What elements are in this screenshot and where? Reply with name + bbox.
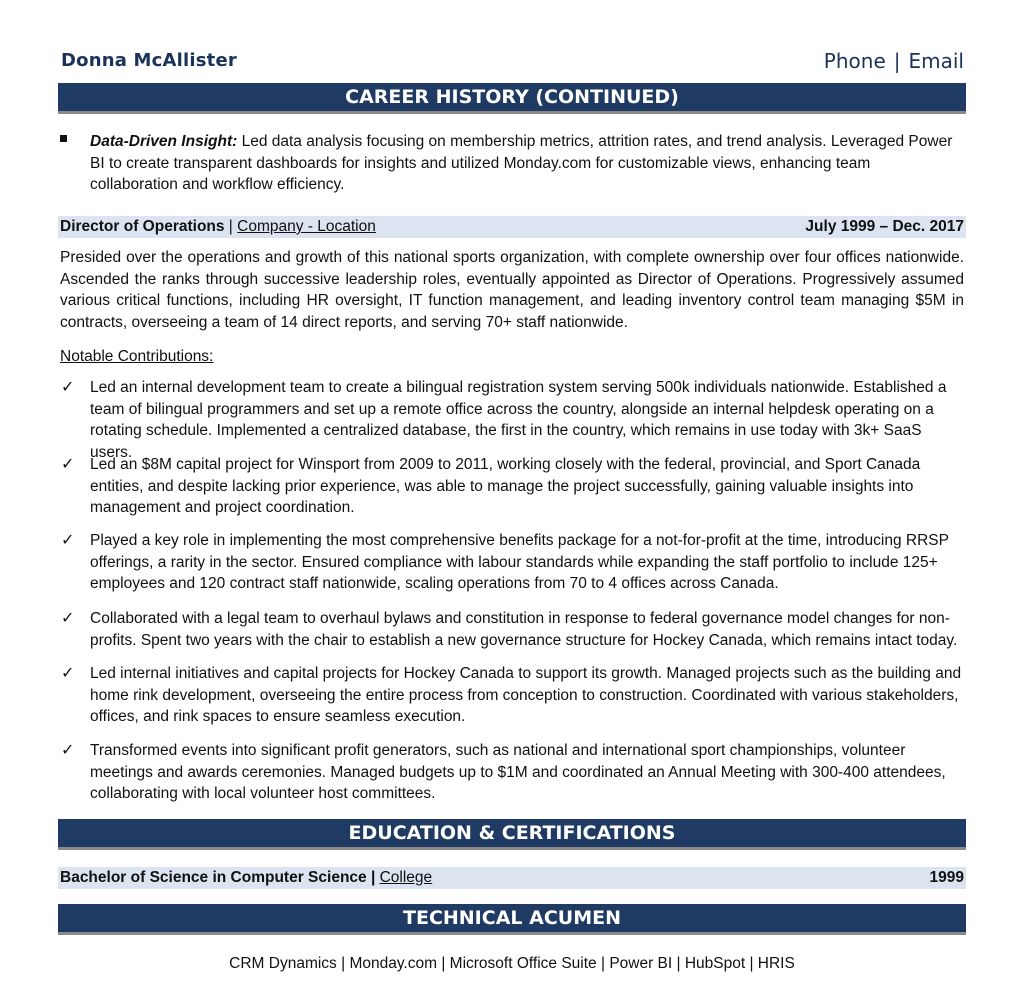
data-driven-insight-bullet xyxy=(90,131,962,196)
check-icon: ✓ xyxy=(61,456,75,473)
contribution-item: Led internal initiatives and capital projects for Hockey Canada to support its growth. Managed projects such as the building and home rink development, overseeing the entire process from conception to construction. Coordinated with various stakeholders, offices, and rink spaces to ensure seamless execution. xyxy=(90,665,962,725)
role-summary: Presided over the operations and growth of this national sports organization, with complete ownership over four offices nationwide. Ascended the ranks through successive leadership roles, eventually appointed as Director of Operations. Progressively assumed various critical functions, including HR oversight, IT function management, and leading inventory control team managing $5M in contracts, overseeing a team of 14 direct reports, and serving 70+ staff nationwide. xyxy=(60,249,964,331)
contribution-item: Collaborated with a legal team to overhaul bylaws and constitution in response to federal governance model changes for non-profits. Spent two years with the chair to establish a new governance structure for Hockey Canada, which remains intact today. xyxy=(90,610,958,649)
square-bullet-icon xyxy=(60,135,67,142)
check-icon: ✓ xyxy=(61,665,75,682)
graduation-year: 1999 xyxy=(929,869,964,886)
contact-separator: | xyxy=(893,49,901,73)
education-row xyxy=(58,867,966,889)
school: College xyxy=(379,869,433,886)
phone-label: Phone xyxy=(823,49,886,73)
role-header xyxy=(58,216,966,238)
education-banner: EDUCATION & CERTIFICATIONS xyxy=(58,819,966,850)
technical-acumen-banner: TECHNICAL ACUMEN xyxy=(58,904,966,935)
email-label: Email xyxy=(908,49,964,73)
role-separator: | xyxy=(224,218,238,235)
role-dates: July 1999 – Dec. 2017 xyxy=(805,218,964,235)
contact-info xyxy=(824,49,964,73)
role-title: Director of Operations xyxy=(60,218,225,235)
contribution-item: Transformed events into significant profit generators, such as national and international sport championships, volunteer meetings and awards ceremonies. Managed budgets up to $1M and coordinated an Annual Meeting with 300-400 attendees, collaborating with local volunteer host committees. xyxy=(90,742,946,802)
education-separator: | xyxy=(366,869,380,886)
contribution-item: Led an $8M capital project for Winsport from 2009 to 2011, working closely with the federal, provincial, and Sport Canada entities, and despite lacking prior experience, was able to manage the project successfully, gaining valuable insights into management and project coordination. xyxy=(90,456,921,516)
degree: Bachelor of Science in Computer Science xyxy=(60,869,367,886)
company-location: Company - Location xyxy=(237,218,376,235)
contribution-item: Played a key role in implementing the most comprehensive benefits package for a not-for-profit at the time, introducing RRSP offerings, a rarity in the sector. Ensured compliance with labour standards while expanding the staff portfolio to include 125+ employees and 120 contract staff nationwide, scaling operations from 70 to 4 offices across Canada. xyxy=(90,532,949,592)
skills-list: CRM Dynamics | Monday.com | Microsoft Office Suite | Power BI | HubSpot | HRIS xyxy=(229,955,795,972)
check-icon: ✓ xyxy=(61,610,75,627)
bullet-text: Led data analysis focusing on membership metrics, attrition rates, and trend analysis. Leveraged Power BI to create transparent dashboards for insights and utilized Monday.com for customizable views, enhancing team collaboration and workflow efficiency. xyxy=(90,133,953,193)
candidate-name: Donna McAllister xyxy=(61,50,237,71)
contribution-item: Led an internal development team to create a bilingual registration system serving 500k individuals nationwide. Established a team of bilingual programmers and set up a remote office across the country, alongside an internal helpdesk operating on a rotating schedule. Implemented a centralized database, the first in the country, which remains in use today with 3k+ SaaS users. xyxy=(90,379,947,461)
check-icon: ✓ xyxy=(61,532,75,549)
check-icon: ✓ xyxy=(61,742,75,759)
notable-contributions-label: Notable Contributions: xyxy=(60,348,214,365)
career-history-banner: CAREER HISTORY (CONTINUED) xyxy=(58,83,966,114)
check-icon: ✓ xyxy=(61,379,75,396)
bullet-lead: Data-Driven Insight: xyxy=(90,133,238,150)
